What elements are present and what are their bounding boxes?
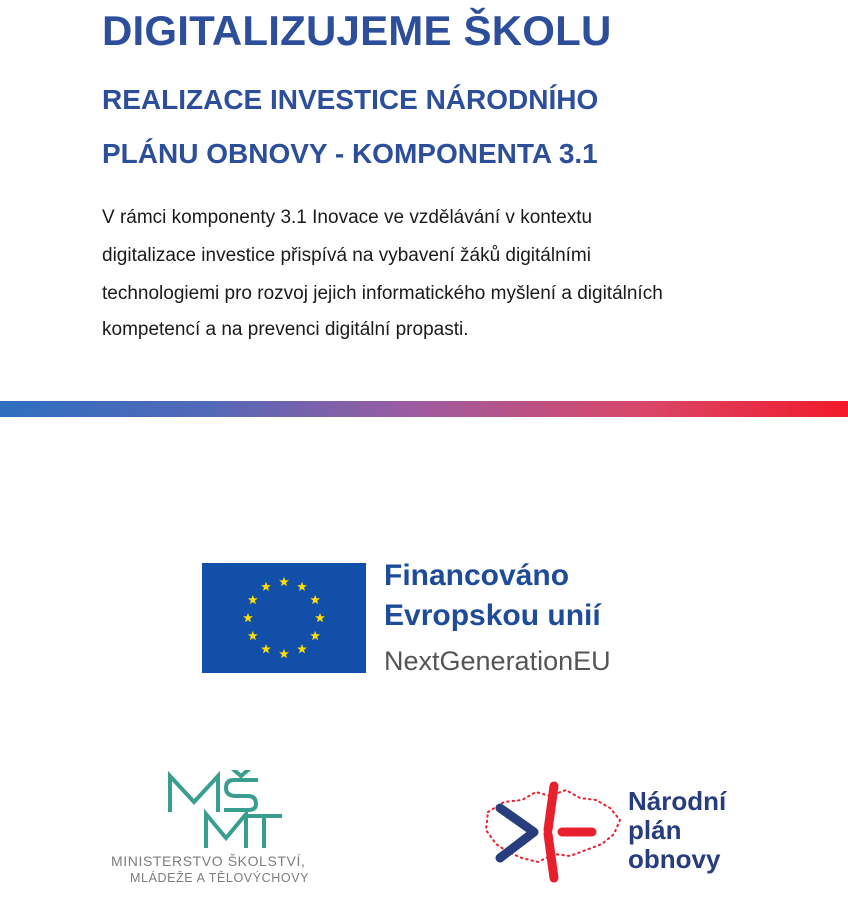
msmt-monogram-icon <box>164 770 284 850</box>
eu-funded-line-2: Evropskou unií <box>384 599 601 632</box>
subtitle-line-2: PLÁNU OBNOVY - KOMPONENTA 3.1 <box>102 138 598 169</box>
body-line-3: technologiemi pro rozvoj jejich informatického myšlení a digitálních <box>102 283 663 304</box>
body-line-4: kompetencí a na prevenci digitální propasti. <box>102 319 469 340</box>
page-title: DIGITALIZUJEME ŠKOLU <box>102 7 612 54</box>
npo-emblem-icon <box>478 778 626 888</box>
subtitle-line-1: REALIZACE INVESTICE NÁRODNÍHO <box>102 84 599 115</box>
msmt-name-line-2: MLÁDEŽE A TĚLOVÝCHOVY <box>130 871 310 885</box>
eu-funded-line-1: Financováno <box>384 559 570 592</box>
msmt-name-line-1: MINISTERSTVO ŠKOLSTVÍ, <box>111 853 306 869</box>
eu-nextgen-label: NextGenerationEU <box>384 646 611 676</box>
npo-name-line-1: Národní <box>628 786 727 816</box>
gradient-divider <box>0 401 848 417</box>
eu-flag-icon <box>202 563 366 673</box>
body-line-1: V rámci komponenty 3.1 Inovace ve vzdělávání v kontextu <box>102 207 593 228</box>
body-line-2: digitalizace investice přispívá na vybavení žáků digitálními <box>102 245 591 266</box>
npo-name-line-2: plán <box>628 815 682 845</box>
npo-name-line-3: obnovy <box>628 844 721 874</box>
